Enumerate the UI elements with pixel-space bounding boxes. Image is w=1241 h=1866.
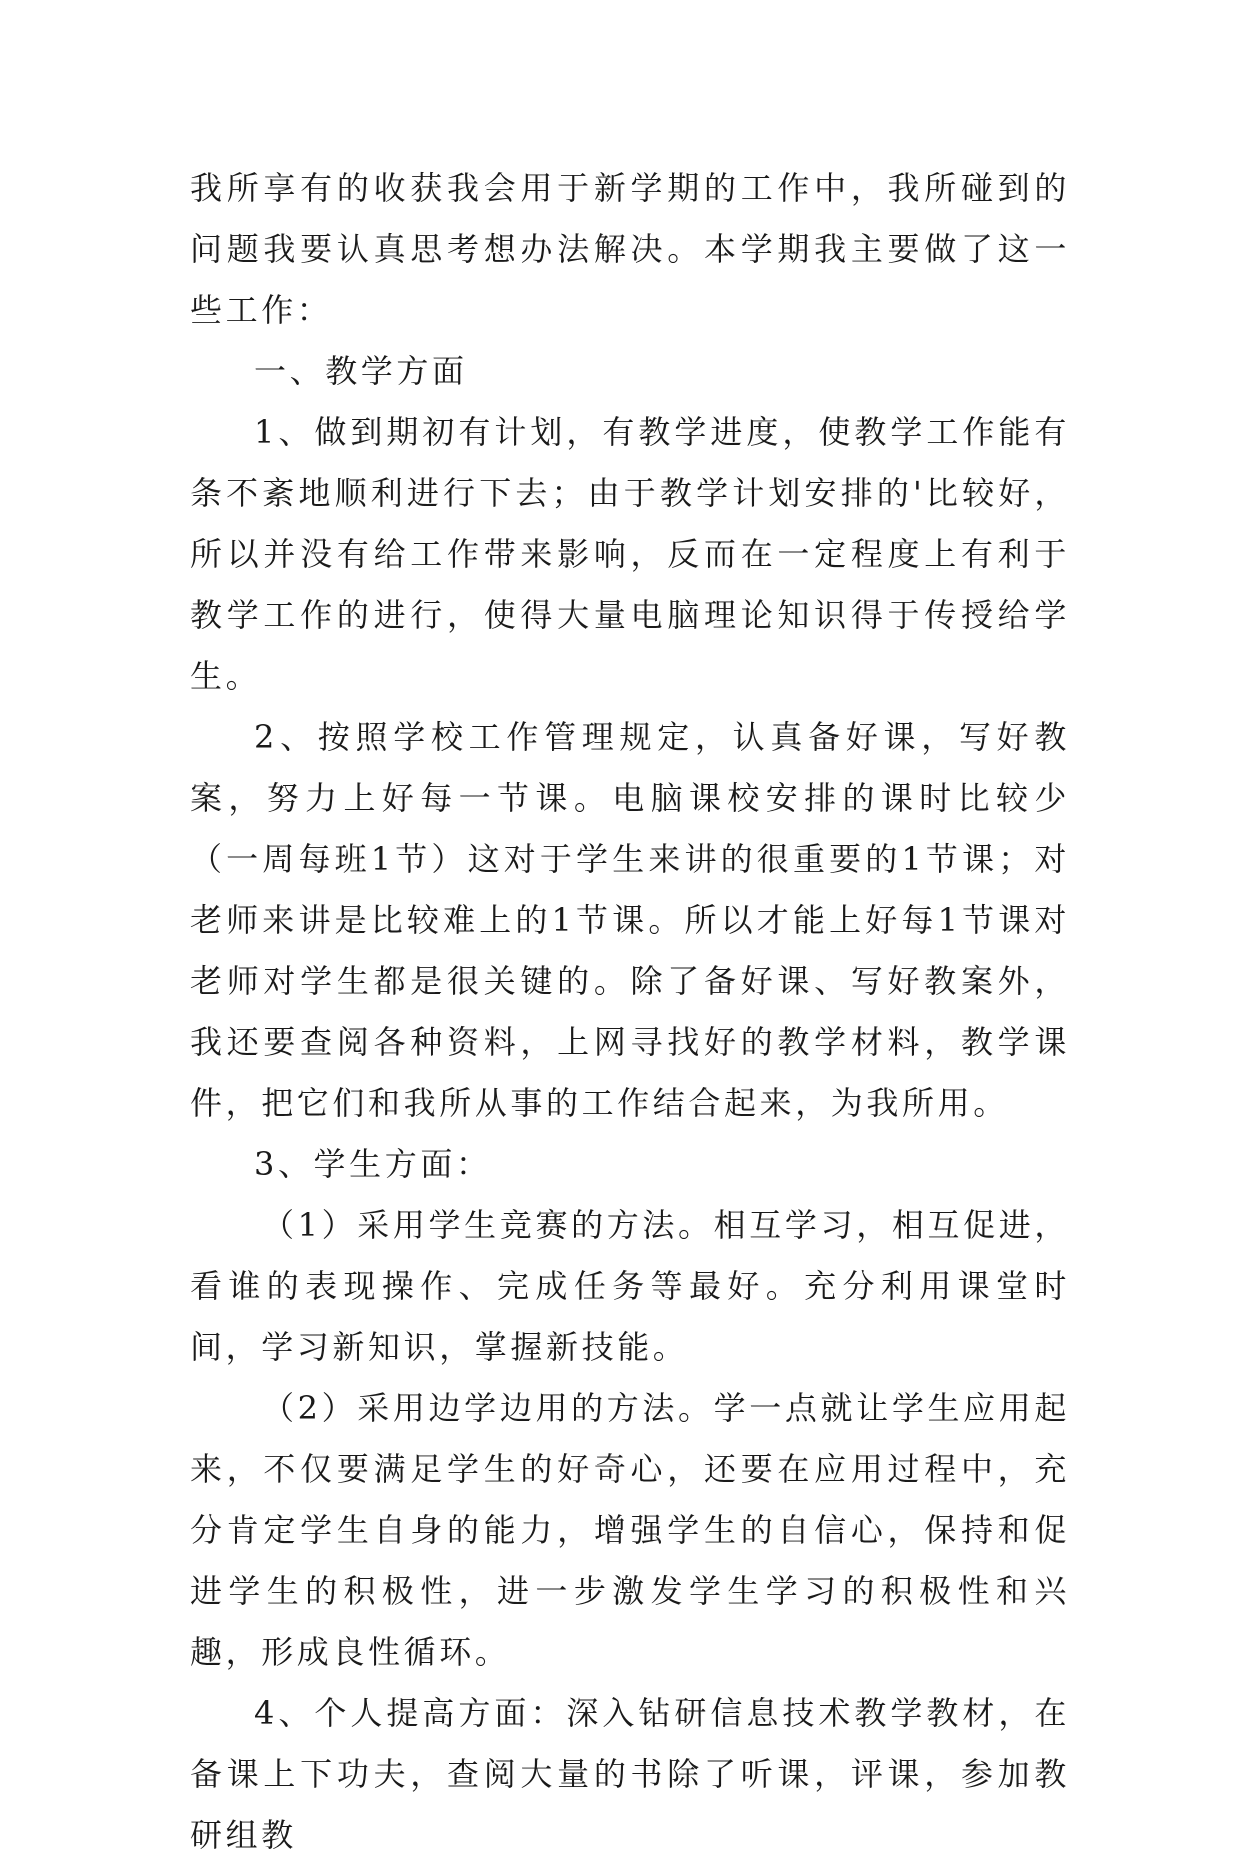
paragraph-sub-1: （1）采用学生竞赛的方法。相互学习，相互促进，看谁的表现操作、完成任务等最好。充分利用课堂时间，学习新知识，掌握新技能。: [190, 1206, 1070, 1366]
heading-teaching: 一、教学方面: [254, 352, 468, 390]
paragraph-sub-2: （2）采用边学边用的方法。学一点就让学生应用起来，不仅要满足学生的好奇心，还要在应用过程中，充分肯定学生自身的能力，增强学生的自信心，保持和促进学生的积极性，进一步激发学生学习的积极性和兴趣，形成良性循环。: [190, 1389, 1070, 1671]
paragraph-item-4: 4、个人提高方面：深入钻研信息技术教学教材，在备课上下功夫，查阅大量的书除了听课，评课，参加教研组教: [190, 1694, 1070, 1854]
paragraph-item-1: 1、做到期初有计划，有教学进度，使教学工作能有条不紊地顺利进行下去；由于教学计划安排的'比较好，所以并没有给工作带来影响，反而在一定程度上有利于教学工作的进行，使得大量电脑理论知识得于传授给学生。: [190, 413, 1070, 695]
document-body: [190, 158, 1070, 1866]
heading-students: 3、学生方面：: [254, 1145, 492, 1183]
paragraph-item-2: 2、按照学校工作管理规定，认真备好课，写好教案，努力上好每一节课。电脑课校安排的课时比较少（一周每班1节）这对于学生来讲的很重要的1节课；对老师来讲是比较难上的1节课。所以才能上好每1节课对老师对学生都是很关键的。除了备好课、写好教案外，我还要查阅各种资料，上网寻找好的教学材料，教学课件，把它们和我所从事的工作结合起来，为我所用。: [190, 718, 1070, 1122]
paragraph-intro: 我所享有的收获我会用于新学期的工作中，我所碰到的问题我要认真思考想办法解决。本学期我主要做了这一些工作：: [190, 169, 1070, 329]
